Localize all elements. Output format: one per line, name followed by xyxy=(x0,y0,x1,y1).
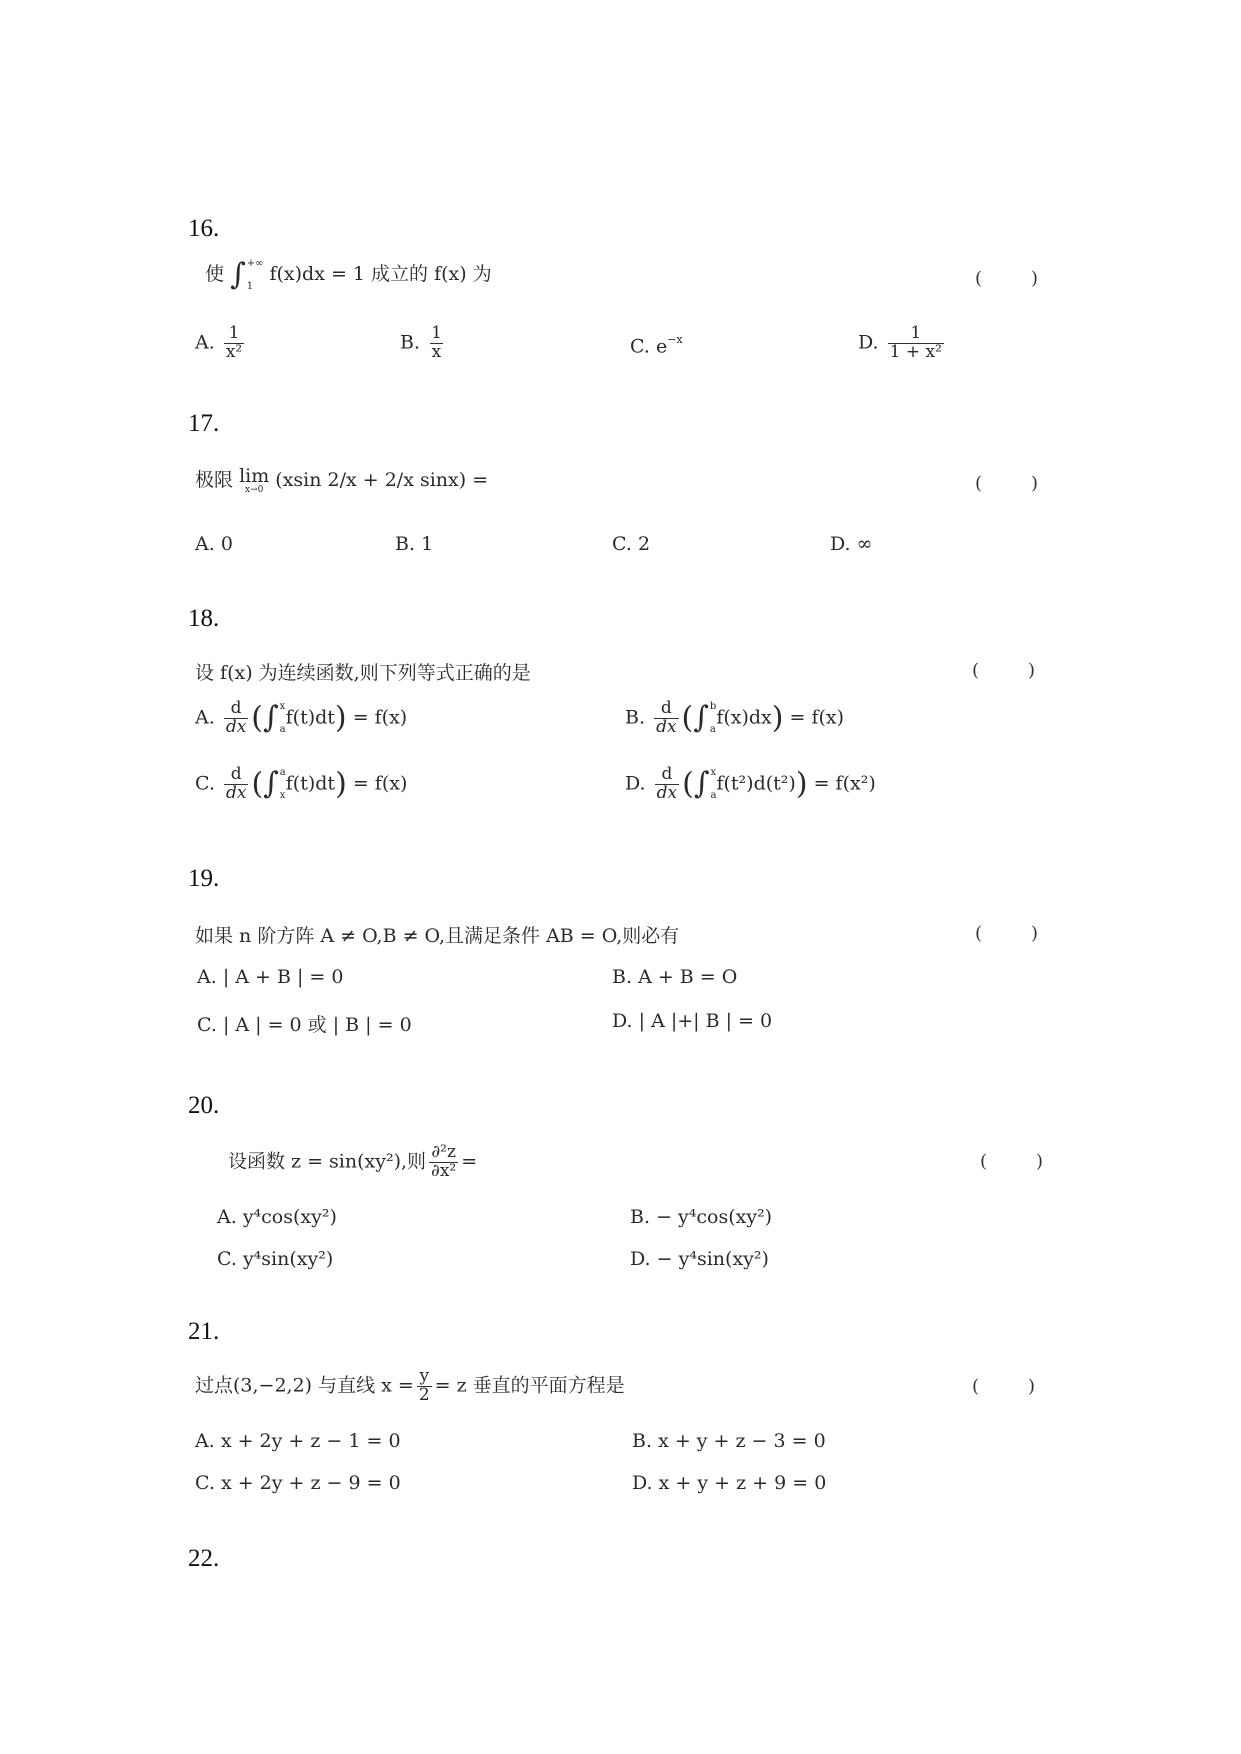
option-20-d: D. − y⁴sin(xy²) xyxy=(630,1248,769,1270)
option-19-a: A. | A + B | = 0 xyxy=(197,966,344,988)
question-number-21: 21. xyxy=(188,1318,220,1345)
question-number-17: 17. xyxy=(188,410,220,437)
option-16-b: B. $\frac{1}{x}$ xyxy=(400,323,442,362)
option-17-b: B. 1 xyxy=(395,533,434,555)
option-17-c: C. 2 xyxy=(612,533,651,555)
question-number-16: 16. xyxy=(188,215,220,242)
question-number-22: 22. xyxy=(188,1545,220,1572)
question-stem-19: 如果 n 阶方阵 A ≠ O,B ≠ O,且满足条件 AB = O,则必有 xyxy=(195,925,680,947)
option-19-c: C. | A | = 0 或 | B | = 0 xyxy=(197,1014,412,1036)
option-17-a: A. 0 xyxy=(195,533,233,555)
stem-prefix: 使 xyxy=(205,263,225,285)
option-18-d: D. $\frac{d}{dx}$ ( ∫ x a f(t²)d(t²)) = f(x²) xyxy=(625,764,876,803)
option-21-a: A. x + 2y + z − 1 = 0 xyxy=(195,1430,401,1452)
question-number-19: 19. xyxy=(188,865,220,892)
option-17-d: D. ∞ xyxy=(830,533,873,555)
option-20-a: A. y⁴cos(xy²) xyxy=(217,1206,337,1228)
question-stem-18: 设 f(x) 为连续函数,则下列等式正确的是 xyxy=(195,662,531,684)
integral-lower: 1 xyxy=(246,281,254,292)
option-19-d: D. | A |+| B | = 0 xyxy=(612,1010,773,1032)
limit-operator: lim x→0 xyxy=(239,465,270,495)
question-stem-16 xyxy=(205,258,492,292)
option-18-c: C. $\frac{d}{dx}$ ( ∫ a x f(t)dt) = f(x) xyxy=(195,764,408,803)
exam-page: 16. 使 ∫ +∞ 1 f(x)dx = 1 成立的 f(x) 为 ( ) A. $\frac{1}{\text{x²}}$ B. $\frac{1}{x}$ C. $e^{-x}$ D. $\frac{1}{\text{1 + x²}}$ 17. 极限 lim x→0 (xsin 2/x + 2/x sinx) = ( ) A. 0 B. 1 C. 2 D. ∞ 18. 设 f(x) 为连续函数,则下列等式正确的是 ( ) A. $\frac{d}{dx}$ ( ∫ x a f(t)dt) = f(x) B. $\frac{d}{dx}$ ( ∫ b a f(x)dx) = f(x) C. $\frac{d}{dx}$ ( ∫ a x f(t)dt) = f(x) D. $\frac{d}{dx}$ ( ∫ x a f(t²)d(t²)) = f(x²) 19. 如果 n 阶方阵 A ≠ O,B ≠ O,且满足条件 AB = O,则必有 ( ) A. | A + B | = 0 B. A + B = O C. | A | = 0 或 | B | = 0 D. | A |+| B | = 0 20. 设函数 z = sin(xy²),则 $\frac{\text{∂²z}}{\text{∂x²}}$ = ( ) A. y⁴cos(xy²) B. − y⁴cos(xy²) C. y⁴sin(xy²) D. − y⁴sin(xy²) 21. 过点(3,−2,2) 与直线 x = $\frac{y}{2}$ = z 垂直的平面方程是 ( ) A. x + 2y + z − 1 = 0 B. x + y + z − 3 = 0 C. x + 2y + z − 9 = 0 D. x + y + z + 9 = 0 22. xyxy=(188,215,1044,1572)
option-19-b: B. A + B = O xyxy=(612,966,738,988)
option-21-c: C. x + 2y + z − 9 = 0 xyxy=(195,1472,401,1494)
option-16-d: D. $\frac{1}{\text{1 + x²}}$ xyxy=(858,323,942,362)
question-stem-17: 极限 lim x→0 (xsin 2/x + 2/x sinx) = xyxy=(195,465,489,495)
option-18-a: A. $\frac{d}{dx}$ ( ∫ x a f(t)dt) = f(x) xyxy=(195,698,408,737)
integral-upper: +∞ xyxy=(246,258,264,269)
question-number-20: 20. xyxy=(188,1092,220,1119)
question-stem-20: 设函数 z = sin(xy²),则 $\frac{\text{∂²z}}{\text{∂x²}}$ = xyxy=(228,1142,478,1181)
option-21-b: B. x + y + z − 3 = 0 xyxy=(632,1430,826,1452)
option-20-b: B. − y⁴cos(xy²) xyxy=(630,1206,773,1228)
question-number-18: 18. xyxy=(188,605,220,632)
integral-sign: ∫ +∞ 1 xyxy=(230,257,264,292)
option-16-c: C. $e^{-x}$ xyxy=(630,333,683,358)
stem-body: f(x)dx = 1 成立的 f(x) 为 xyxy=(269,263,492,285)
option-16-a: A. $\frac{1}{\text{x²}}$ xyxy=(195,323,243,362)
limit-body: (xsin 2/x + 2/x sinx) = xyxy=(275,469,489,491)
option-21-d: D. x + y + z + 9 = 0 xyxy=(632,1472,827,1494)
question-stem-21: 过点(3,−2,2) 与直线 x = $\frac{y}{2}$ = z 垂直的平面方程是 xyxy=(195,1366,625,1405)
option-18-b: B. $\frac{d}{dx}$ ( ∫ b a f(x)dx) = f(x) xyxy=(625,698,845,737)
option-20-c: C. y⁴sin(xy²) xyxy=(217,1248,334,1270)
